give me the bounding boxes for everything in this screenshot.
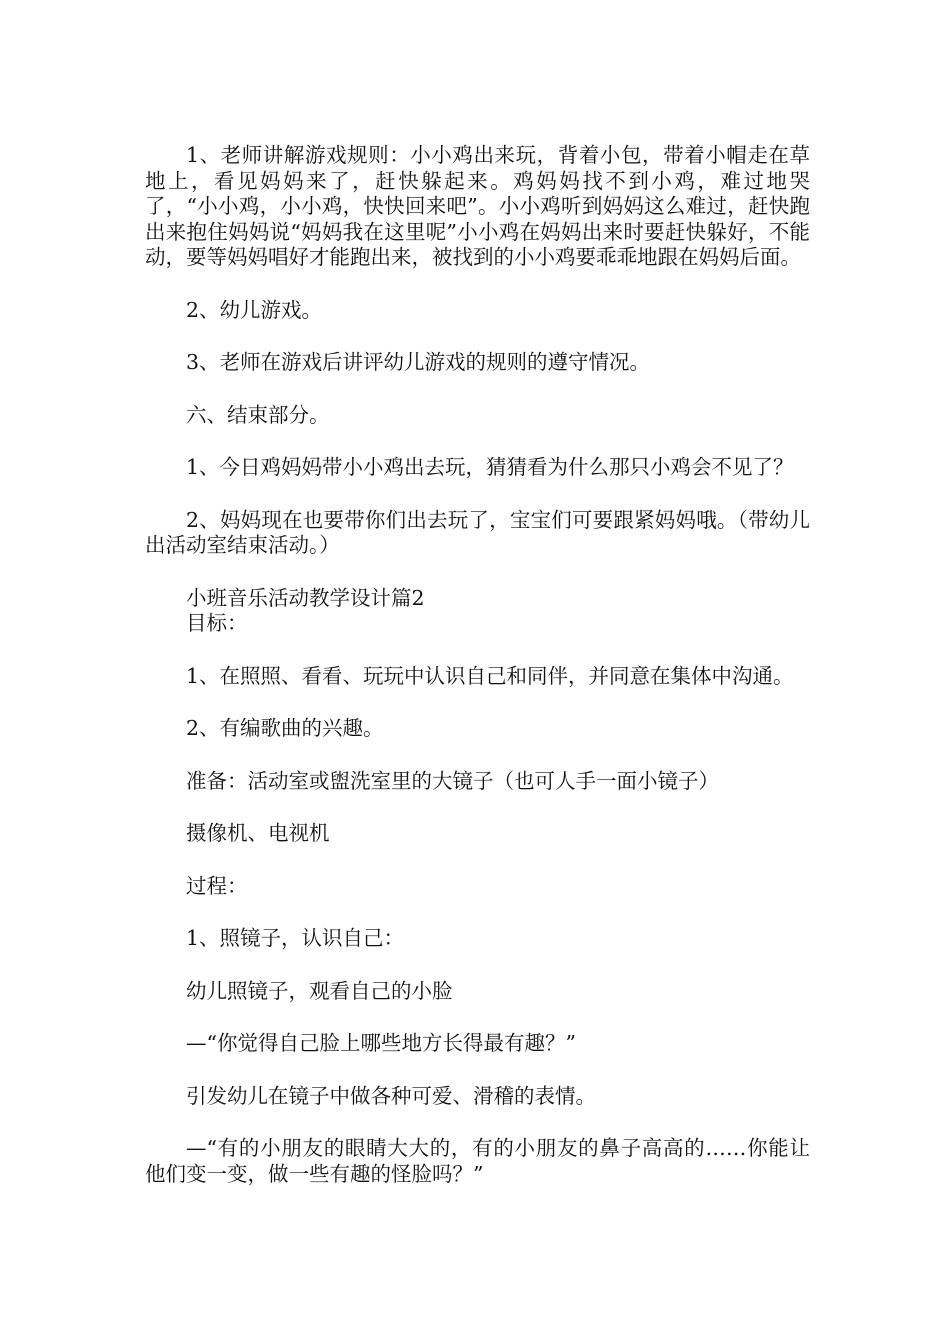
process-heading: 过程： xyxy=(186,873,248,898)
goals-heading: 目标： xyxy=(186,611,248,635)
game-rules-paragraph: 1、老师讲解游戏规则：小小鸡出来玩，背着小包，带着小帽走在草地上，看见妈妈来了，赶快躲起来。鸡妈妈找不到小鸡，难过地哭了，“小小鸡，小小鸡，快快回来吧”。小小鸡听到妈妈这么难过，赶快跑出来抱住妈妈说“妈妈我在这里呢”小小鸡在妈妈出来时要赶快躲好，不能动，要等妈妈唱好才能跑出来，被找到的小小鸡要乖乖地跟在妈妈后面。 xyxy=(145,143,810,269)
look-at-face-paragraph: 幼儿照镜子，观看自己的小脸 xyxy=(186,978,453,1003)
ending-question-paragraph: 1、今日鸡妈妈带小小鸡出去玩，猜猜看为什么那只小鸡会不见了？ xyxy=(186,455,794,479)
expressions-paragraph: 引发幼儿在镜子中做各种可爱、滑稽的表情。 xyxy=(186,1083,596,1108)
make-faces-question: —“有的小朋友的眼睛大大的，有的小朋友的鼻子高高的……你能让他们变一变，做一些有趣的怪脸吗？” xyxy=(145,1136,810,1186)
funny-face-question: —“你觉得自己脸上哪些地方长得最有趣？” xyxy=(186,1031,576,1055)
ending-activity-paragraph: 2、妈妈现在也要带你们出去玩了，宝宝们可要跟紧妈妈哦。（带幼儿出活动室结束活动。） xyxy=(145,507,810,557)
lesson-two-title: 小班音乐活动教学设计篇2 xyxy=(186,585,425,610)
section-six-heading: 六、结束部分。 xyxy=(186,402,330,427)
goal-one-paragraph: 1、在照照、看看、玩玩中认识自己和同伴，并同意在集体中沟通。 xyxy=(186,663,794,688)
document-body xyxy=(145,143,810,1214)
teacher-review-paragraph: 3、老师在游戏后讲评幼儿游戏的规则的遵守情况。 xyxy=(186,350,651,374)
goal-two-paragraph: 2、有编歌曲的兴趣。 xyxy=(186,716,384,740)
equipment-paragraph: 摄像机、电视机 xyxy=(186,821,330,845)
mirror-step-heading: 1、照镜子，认识自己： xyxy=(186,926,405,950)
children-play-paragraph: 2、幼儿游戏。 xyxy=(186,297,323,322)
preparation-paragraph: 准备：活动室或盥洗室里的大镜子（也可人手一面小镜子） xyxy=(186,768,719,793)
